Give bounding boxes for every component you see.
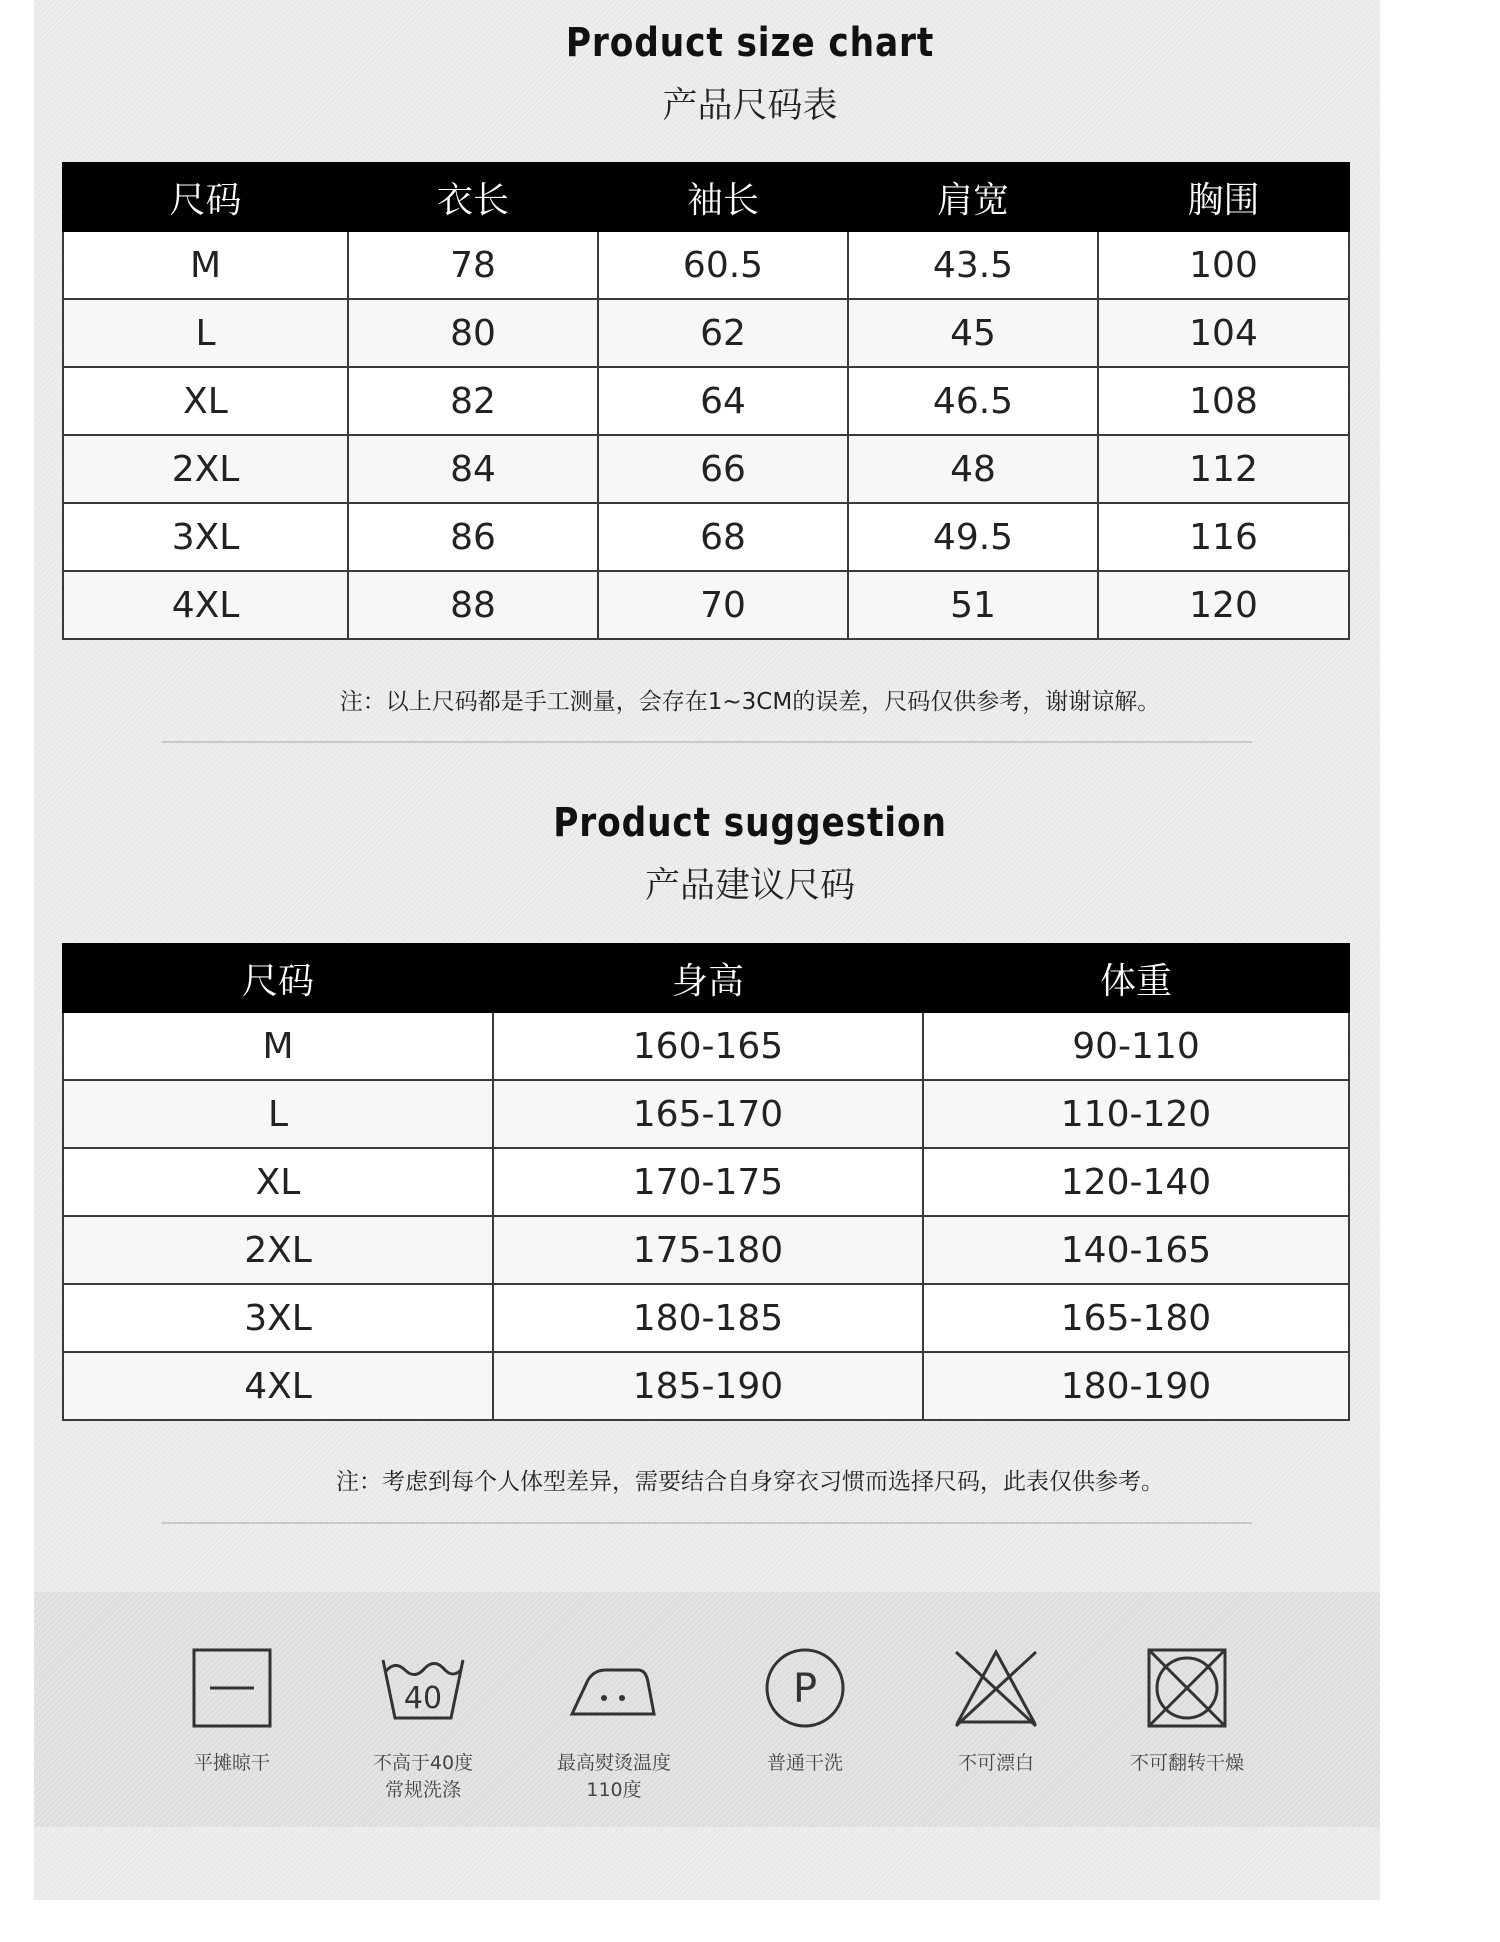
- table-row: [63, 435, 1349, 503]
- cell-size: M: [63, 1012, 493, 1080]
- cell-size: L: [63, 299, 348, 367]
- care-label-no-tumble-dry: 不可翻转干燥: [1129, 1752, 1244, 1774]
- header-height: 身高: [493, 944, 923, 1012]
- cell-size: 2XL: [63, 1216, 493, 1284]
- cell-weight: 120-140: [923, 1148, 1349, 1216]
- care-item-dry-flat: [137, 1640, 327, 1777]
- section-divider: [162, 1522, 1252, 1524]
- suggestion-table: [62, 943, 1350, 1421]
- wash-40-icon: [375, 1640, 471, 1736]
- table-row: [63, 503, 1349, 571]
- header-shoulder: 肩宽: [848, 163, 1098, 231]
- care-label-wash: 不高于40度 常规洗涤: [372, 1752, 474, 1801]
- header-sleeve: 袖长: [598, 163, 848, 231]
- cell-sleeve: 62: [598, 299, 848, 367]
- cell-weight: 140-165: [923, 1216, 1349, 1284]
- cell-length: 78: [348, 231, 598, 299]
- table-row: [63, 231, 1349, 299]
- size-chart-title-en: Product size chart: [565, 20, 935, 66]
- cell-chest: 100: [1098, 231, 1349, 299]
- dry-clean-letter: P: [792, 1666, 818, 1712]
- cell-length: 84: [348, 435, 598, 503]
- cell-shoulder: 49.5: [848, 503, 1098, 571]
- cell-weight: 165-180: [923, 1284, 1349, 1352]
- table-row: [63, 1148, 1349, 1216]
- cell-sleeve: 64: [598, 367, 848, 435]
- cell-sleeve: 70: [598, 571, 848, 639]
- table-row: [63, 571, 1349, 639]
- cell-chest: 116: [1098, 503, 1349, 571]
- size-chart-header-row: [63, 163, 1349, 231]
- size-chart-table: [62, 162, 1350, 640]
- cell-weight: 90-110: [923, 1012, 1349, 1080]
- table-row: [63, 1216, 1349, 1284]
- cell-height: 160-165: [493, 1012, 923, 1080]
- header-size: 尺码: [63, 944, 493, 1012]
- table-row: [63, 367, 1349, 435]
- cell-length: 82: [348, 367, 598, 435]
- care-instructions-band: [34, 1592, 1380, 1827]
- care-item-no-bleach: [901, 1640, 1091, 1777]
- header-chest: 胸围: [1098, 163, 1349, 231]
- cell-height: 175-180: [493, 1216, 923, 1284]
- cell-height: 185-190: [493, 1352, 923, 1420]
- cell-length: 80: [348, 299, 598, 367]
- cell-chest: 112: [1098, 435, 1349, 503]
- cell-chest: 120: [1098, 571, 1349, 639]
- suggestion-note: 注：考虑到每个人体型差异，需要结合自身穿衣习惯而选择尺码，此表仅供参考。: [336, 1469, 1164, 1495]
- size-chart-title-cn: 产品尺码表: [662, 86, 838, 126]
- cell-size: 2XL: [63, 435, 348, 503]
- cell-weight: 110-120: [923, 1080, 1349, 1148]
- dry-clean-p-icon: [757, 1640, 853, 1736]
- care-item-iron: [519, 1640, 709, 1804]
- suggestion-header-row: [63, 944, 1349, 1012]
- cell-height: 180-185: [493, 1284, 923, 1352]
- header-weight: 体重: [923, 944, 1349, 1012]
- cell-height: 165-170: [493, 1080, 923, 1148]
- no-tumble-dry-icon: [1139, 1640, 1235, 1736]
- cell-length: 88: [348, 571, 598, 639]
- cell-shoulder: 45: [848, 299, 1098, 367]
- iron-icon: [566, 1640, 662, 1736]
- header-length: 衣长: [348, 163, 598, 231]
- care-label-iron: 最高熨烫温度 110度: [556, 1752, 671, 1801]
- cell-shoulder: 43.5: [848, 231, 1098, 299]
- dry-flat-icon: [184, 1640, 280, 1736]
- table-row: [63, 1080, 1349, 1148]
- wash-temp-text: 40: [403, 1681, 443, 1716]
- cell-size: 3XL: [63, 503, 348, 571]
- cell-size: L: [63, 1080, 493, 1148]
- cell-size: 3XL: [63, 1284, 493, 1352]
- no-bleach-icon: [948, 1640, 1044, 1736]
- cell-shoulder: 48: [848, 435, 1098, 503]
- cell-sleeve: 68: [598, 503, 848, 571]
- table-row: [63, 1352, 1349, 1420]
- suggestion-title-cn: 产品建议尺码: [644, 866, 855, 906]
- cell-chest: 108: [1098, 367, 1349, 435]
- cell-size: 4XL: [63, 1352, 493, 1420]
- table-row: [63, 1012, 1349, 1080]
- cell-size: XL: [63, 1148, 493, 1216]
- header-size: 尺码: [63, 163, 348, 231]
- cell-weight: 180-190: [923, 1352, 1349, 1420]
- cell-length: 86: [348, 503, 598, 571]
- cell-shoulder: 46.5: [848, 367, 1098, 435]
- care-label-no-bleach: 不可漂白: [957, 1752, 1034, 1774]
- cell-sleeve: 60.5: [598, 231, 848, 299]
- care-label-dry-clean: 普通干洗: [766, 1752, 843, 1774]
- section-divider: [162, 741, 1252, 743]
- suggestion-title-en: Product suggestion: [553, 800, 947, 846]
- cell-sleeve: 66: [598, 435, 848, 503]
- cell-shoulder: 51: [848, 571, 1098, 639]
- size-chart-note: 注：以上尺码都是手工测量，会存在1~3CM的误差，尺码仅供参考，谢谢谅解。: [339, 689, 1161, 715]
- cell-height: 170-175: [493, 1148, 923, 1216]
- care-item-dry-clean: [710, 1640, 900, 1777]
- cell-size: XL: [63, 367, 348, 435]
- care-item-no-tumble-dry: [1092, 1640, 1282, 1777]
- care-label-dry-flat: 平摊晾干: [193, 1752, 270, 1774]
- cell-chest: 104: [1098, 299, 1349, 367]
- table-row: [63, 1284, 1349, 1352]
- table-row: [63, 299, 1349, 367]
- cell-size: 4XL: [63, 571, 348, 639]
- cell-size: M: [63, 231, 348, 299]
- care-item-wash-40: [328, 1640, 518, 1804]
